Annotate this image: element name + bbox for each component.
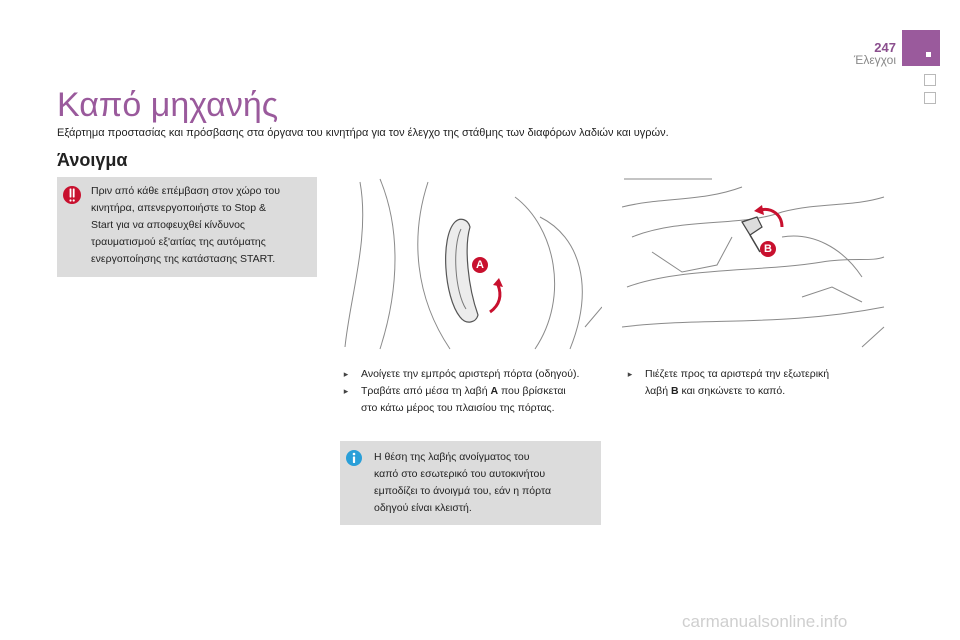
steps-right [624,366,884,400]
warning-line: κινητήρα, απενεργοποιήστε το Stop & [91,202,266,214]
step-text: Ανοίγετε την εμπρός αριστερή πόρτα (οδηγού). [361,368,580,380]
warning-box [57,177,317,277]
bullet-marker-icon: ▸ [627,369,633,379]
figure-door-handle [340,177,602,352]
info-line: εμποδίζει το άνοιγμά του, εάν η πόρτα [374,485,552,497]
info-text [374,449,596,517]
info-line: οδηγού είναι κλειστή. [374,502,472,514]
watermark: carmanualsonline.info [682,612,848,631]
section-heading: Άνοιγμα [57,150,128,170]
callout-b-text: B [764,243,772,255]
callout-a-text: A [476,259,484,271]
warning-text [91,183,313,268]
step-item [340,366,610,383]
bullet-marker-icon: ▸ [343,386,349,396]
step-text-line2-post: και σηκώνετε το καπό. [678,385,786,397]
page-subtitle: Εξάρτημα προστασίας και πρόσβασης στα όργανα του κινητήρα για τον έλεγχο της στάθμης των διαφόρων λαδιών και υγρών. [57,127,669,139]
steps-left [340,366,610,417]
warning-line: ενεργοποίησης της κατάστασης START. [91,253,276,265]
page-number: 247 [874,40,896,55]
step-text-line2: στο κάτω μέρος του πλαισίου της πόρτας. [361,402,555,414]
callout-label-a [472,257,488,273]
step-item [624,366,884,400]
warning-line: Start για να αποφευχθεί κίνδυνος [91,219,245,231]
page-title: Καπό μηχανής [57,86,279,124]
step-text-pre: Πιέζετε προς τα αριστερά την εξωτερική [645,368,830,380]
figure-exterior-latch [622,177,887,352]
step-text-bold: A [490,385,499,397]
section-name: Έλεγχοι [853,53,896,67]
step-text-bold: B [670,385,679,397]
step-text-pre: Τραβάτε από μέσα τη λαβή [361,385,491,397]
warning-icon [63,185,81,205]
warning-line: τραυματισμού εξ'αιτίας της αυτόματης [91,236,266,248]
info-line: Η θέση της λαβής ανοίγματος του [374,451,530,463]
info-box [340,441,601,525]
chapter-tab [924,92,936,104]
step-item [340,383,610,417]
step-text-post: που βρίσκεται [498,385,566,397]
callout-label-b [760,241,776,257]
info-icon [346,450,362,466]
warning-line: Πριν από κάθε επέμβαση στον χώρο του [91,185,280,197]
bullet-marker-icon: ▸ [343,369,349,379]
info-line: καπό στο εσωτερικό του αυτοκινήτου [374,468,546,480]
step-text-line2-pre: λαβή [645,385,671,397]
chapter-tab-active [902,30,940,66]
chapter-tab [924,74,936,86]
